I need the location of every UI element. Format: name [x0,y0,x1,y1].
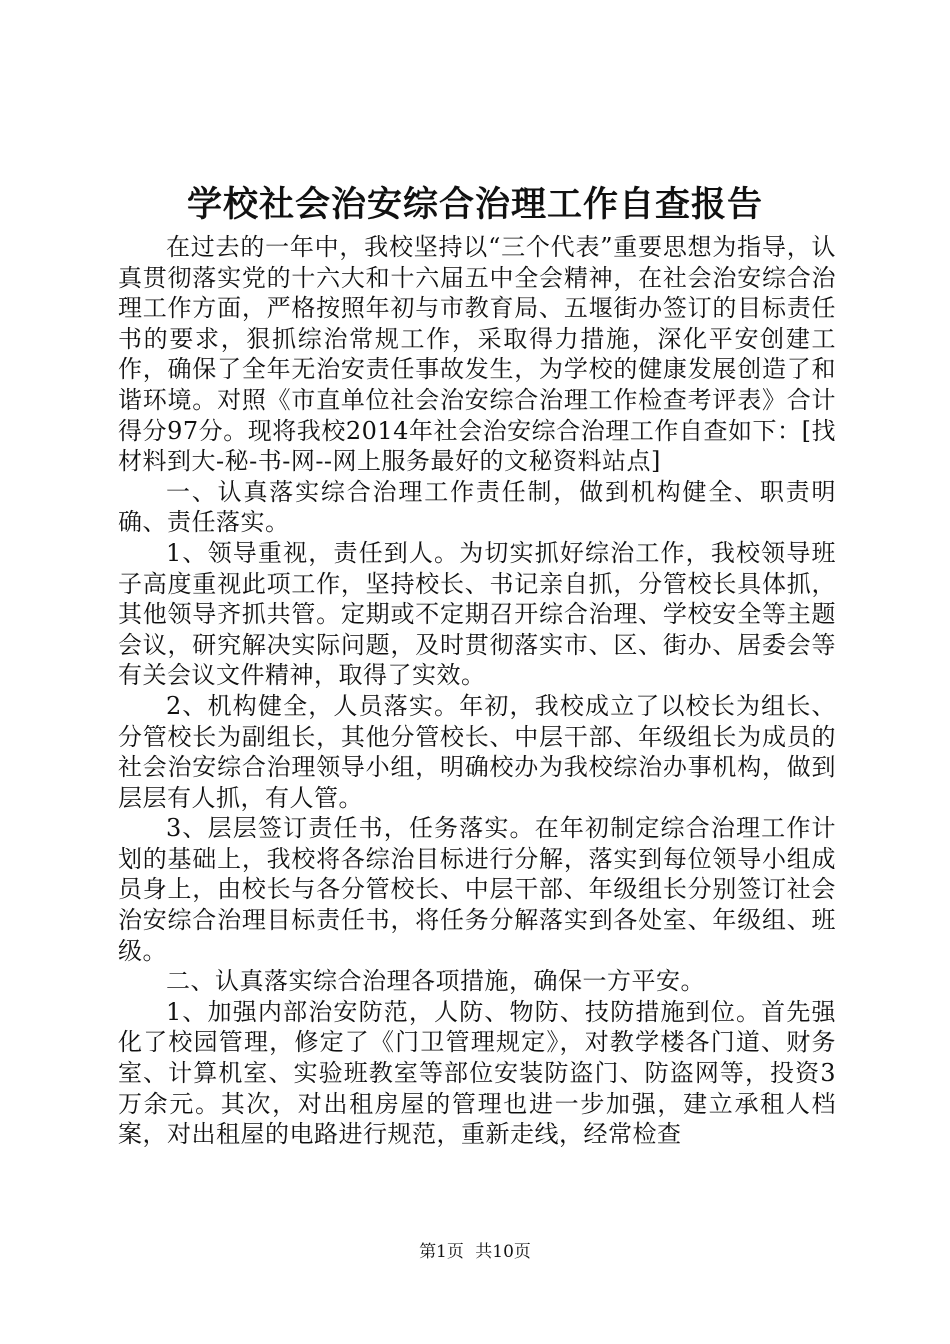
section-heading-1: 一、认真落实综合治理工作责任制，做到机构健全、职责明确、责任落实。 [118,477,836,537]
section-heading-2: 二、认真落实综合治理各项措施，确保一方平安。 [166,967,705,996]
document-title: 学校社会治安综合治理工作自查报告 [186,184,763,225]
paragraph-1-3: 3、层层签订责任书，任务落实。在年初制定综合治理工作计划的基础上，我校将各综治目标进行分解，落实到每位领导小组成员身上，由校长与各分管校长、中层干部、年级组长分别签订社会治安综合治理目标责任书，将任务分解落实到各处室、年级组、班级。 [118,814,836,965]
page-footer [0,1240,950,1264]
paragraph-1-2: 2、机构健全，人员落实。年初，我校成立了以校长为组长、分管校长为副组长，其他分管校长、中层干部、年级组长为成员的社会治安综合治理领导小组，明确校办为我校综治办事机构，做到层层有人抓，有人管。 [118,691,836,812]
paragraph-1-1: 1、领导重视，责任到人。为切实抓好综治工作，我校领导班子高度重视此项工作，坚持校长、书记亲自抓，分管校长具体抓，其他领导齐抓共管。定期或不定期召开综合治理、学校安全等主题会议，研究解决实际问题，及时贯彻落实市、区、街办、居委会等有关会议文件精神，取得了实效。 [118,538,836,690]
page-number: 第1页 [419,1242,464,1262]
document-body [118,232,836,1150]
intro-paragraph: 在过去的一年中，我校坚持以“三个代表”重要思想为指导，认真贯彻落实党的十六大和十六届五中全会精神，在社会治安综合治理工作方面，严格按照年初与市教育局、五堰街办签订的目标责任书的要求，狠抓综治常规工作，采取得力措施，深化平安创建工作，确保了全年无治安责任事故发生，为学校的健康发展创造了和谐环境。对照《市直单位社会治安综合治理工作检查考评表》合计得分97分。现将我校2014年社会治安综合治理工作自查如下：[找材料到大-秘-书-网--网上服务最好的文秘资料站点] [118,233,836,476]
page-total: 共10页 [475,1242,531,1262]
paragraph-2-1: 1、加强内部治安防范，人防、物防、技防措施到位。首先强化了校园管理，修定了《门卫管理规定》，对教学楼各门道、财务室、计算机室、实验班教室等部位安装防盗门、防盗网等，投资3万余元。其次，对出租房屋的管理也进一步加强，建立承租人档案，对出租屋的电路进行规范，重新走线，经常检查 [118,997,836,1149]
